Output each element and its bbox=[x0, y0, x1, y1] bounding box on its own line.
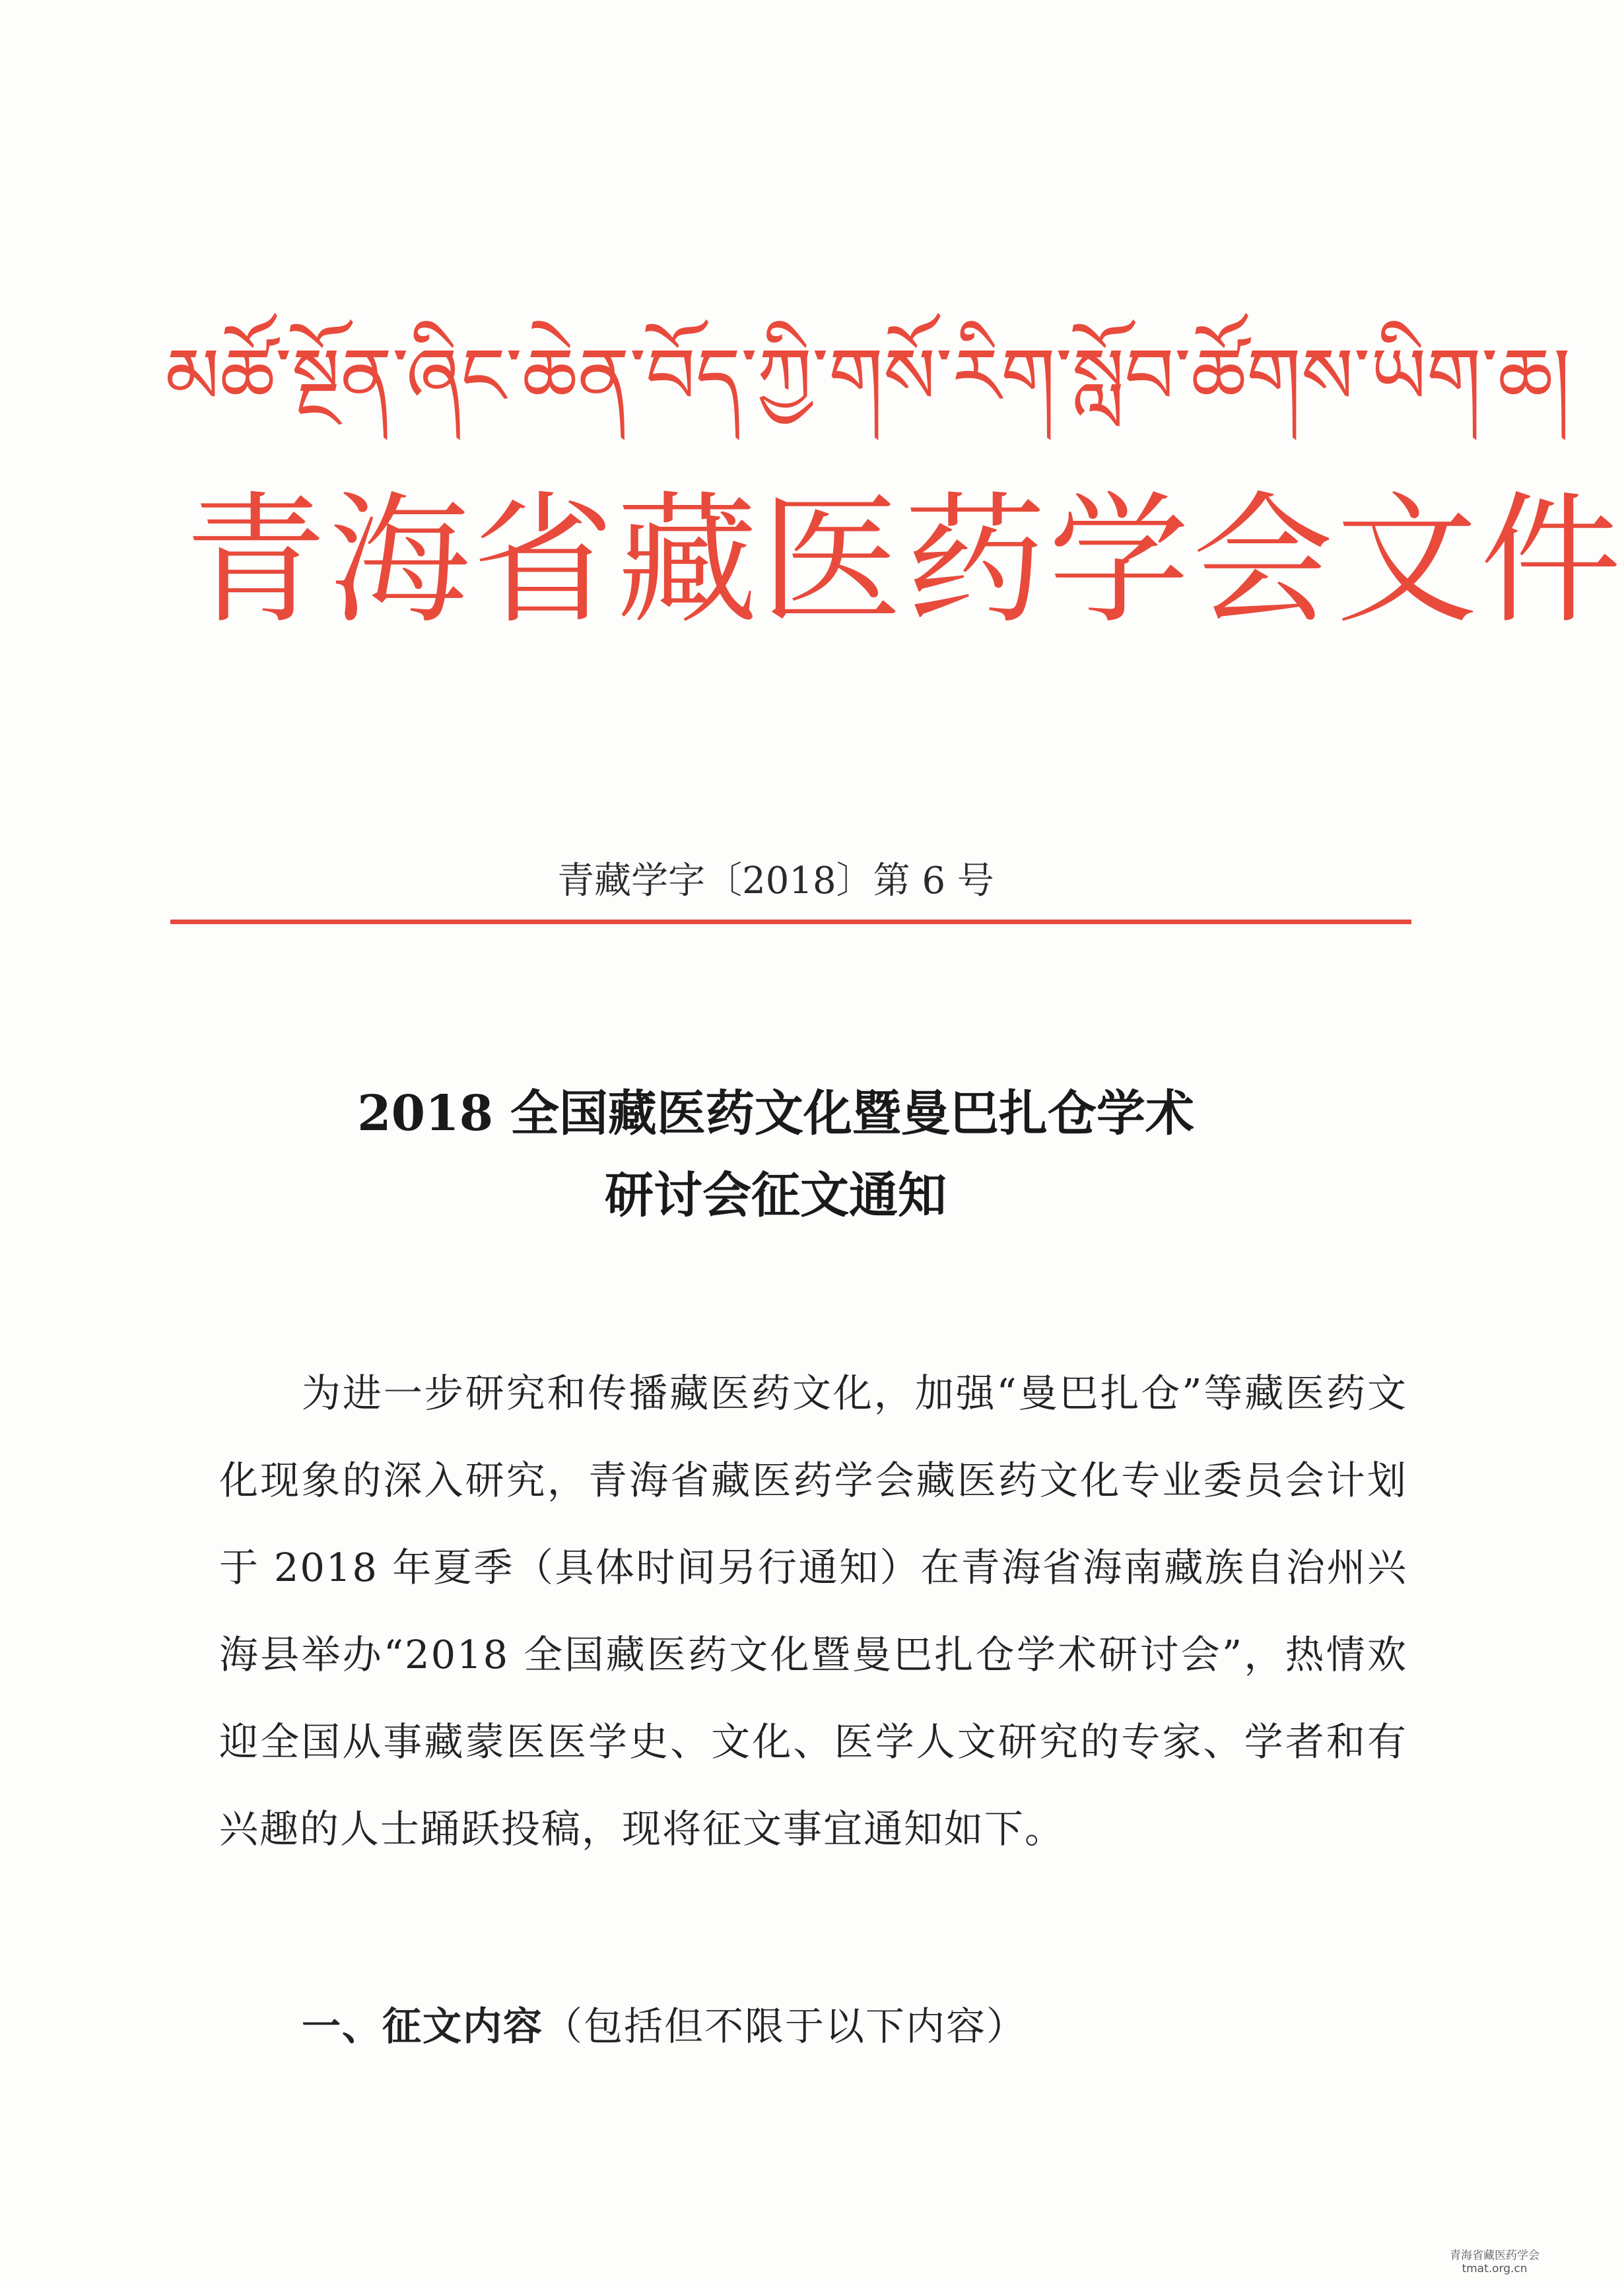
title-line-1: 2018 全国藏医药文化暨曼巴扎仓学术 bbox=[357, 1085, 1194, 1142]
body-paragraph: 为进一步研究和传播藏医药文化，加强“曼巴扎仓”等藏医药文化现象的深入研究，青海省藏医药学会藏医药文化专业委员会计划于 2018 年夏季（具体时间另行通知）在青海省海南藏族自治州兴海县举办“2018 全国藏医药文化暨曼巴扎仓学术研讨会”，热情欢迎全国从事藏蒙医医学史、文化、医学人文研究的专家、学者和有兴趣的人士踊跃投稿，现将征文事宜通知如下。 bbox=[219, 1370, 1407, 1852]
section-heading-note: （包括但不限于以下内容） bbox=[543, 2003, 1027, 2049]
title-line-2: 研讨会征文通知 bbox=[605, 1167, 947, 1224]
document-number: 青藏学字〔2018〕第 6 号 bbox=[557, 859, 994, 902]
document-title bbox=[198, 1073, 1353, 1236]
watermark-line-2: tmat.org.cn bbox=[1462, 2262, 1528, 2275]
body-text bbox=[219, 1350, 1407, 1873]
watermark-line-1: 青海省藏医药学会 bbox=[1450, 2249, 1539, 2262]
org-header: 青海省藏医药学会文件 bbox=[185, 479, 1624, 643]
section-heading-title: 一、征文内容 bbox=[302, 2003, 544, 2049]
red-divider bbox=[170, 920, 1411, 924]
site-watermark bbox=[1445, 2249, 1544, 2275]
section-heading bbox=[302, 1987, 1391, 2066]
tibetan-header: མཚོ་སྔོན་ཞིང་ཆེན་བོད་ཀྱི་གསོ་རིག་སློབ་ཚོགས་ཡིག་ཆ། bbox=[165, 331, 1571, 422]
